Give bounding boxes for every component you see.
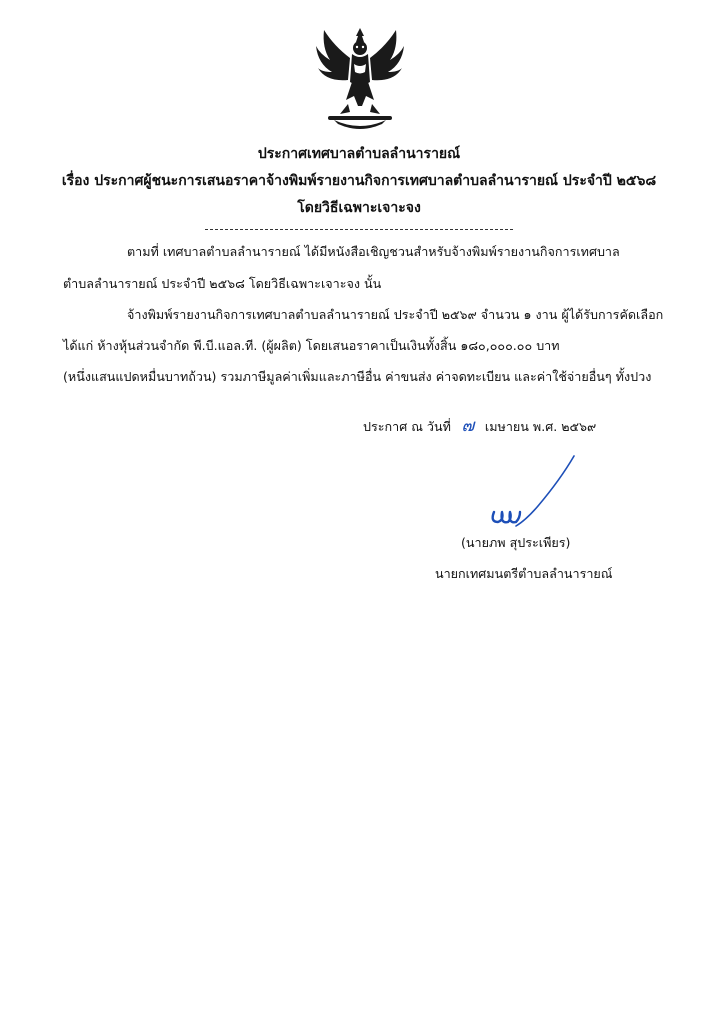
procurement-method: โดยวิธีเฉพาะเจาะจง xyxy=(297,200,421,216)
title-divider xyxy=(205,229,513,230)
announce-month-year: เมษายน พ.ศ. ๒๕๖๙ xyxy=(484,419,597,434)
announcement-title: ประกาศเทศบาลตำบลลำนารายณ์ xyxy=(257,146,461,162)
body-paragraph-2-line-1: จ้างพิมพ์รายงานกิจการเทศบาลตำบลลำนารายณ์ ประจำปี ๒๕๖๙ จำนวน ๑ งาน ผู้ได้รับการคัดเลือก xyxy=(127,307,664,322)
body-paragraph-2-line-2: ได้แก่ ห้างหุ้นส่วนจำกัด พี.บี.แอล.ที. (ผู้ผลิต) โดยเสนอราคาเป็นเงินทั้งสิ้น ๑๘๐,๐๐๐.๐๐ บาท xyxy=(63,338,560,353)
announcement-date xyxy=(363,417,596,436)
announcement-subject: เรื่อง ประกาศผู้ชนะการเสนอราคาจ้างพิมพ์รายงานกิจการเทศบาลตำบลลำนารายณ์ ประจำปี ๒๕๖๘ xyxy=(61,173,657,189)
announce-prefix: ประกาศ ณ วันที่ xyxy=(363,419,451,434)
body-paragraph-1-line-2: ตำบลลำนารายณ์ ประจำปี ๒๕๖๘ โดยวิธีเฉพาะเจาะจง นั้น xyxy=(63,276,382,291)
announce-day-handwritten: ๗ xyxy=(461,416,475,436)
body-paragraph-2-line-3: (หนึ่งแสนแปดหมื่นบาทถ้วน) รวมภาษีมูลค่าเพิ่มและภาษีอื่น ค่าขนส่ง ค่าจดทะเบียน และค่าใช้จ่ายอื่นๆ ทั้งปวง xyxy=(63,369,652,384)
signer-name: (นายภพ สุประเพียร) xyxy=(461,535,571,550)
handwritten-signature xyxy=(486,452,582,534)
body-paragraph-1-line-1: ตามที่ เทศบาลตำบลลำนารายณ์ ได้มีหนังสือเชิญชวนสำหรับจ้างพิมพ์รายงานกิจการเทศบาล xyxy=(127,244,620,259)
garuda-emblem-icon xyxy=(312,24,408,134)
signer-position: นายกเทศมนตรีตำบลลำนารายณ์ xyxy=(435,566,613,581)
